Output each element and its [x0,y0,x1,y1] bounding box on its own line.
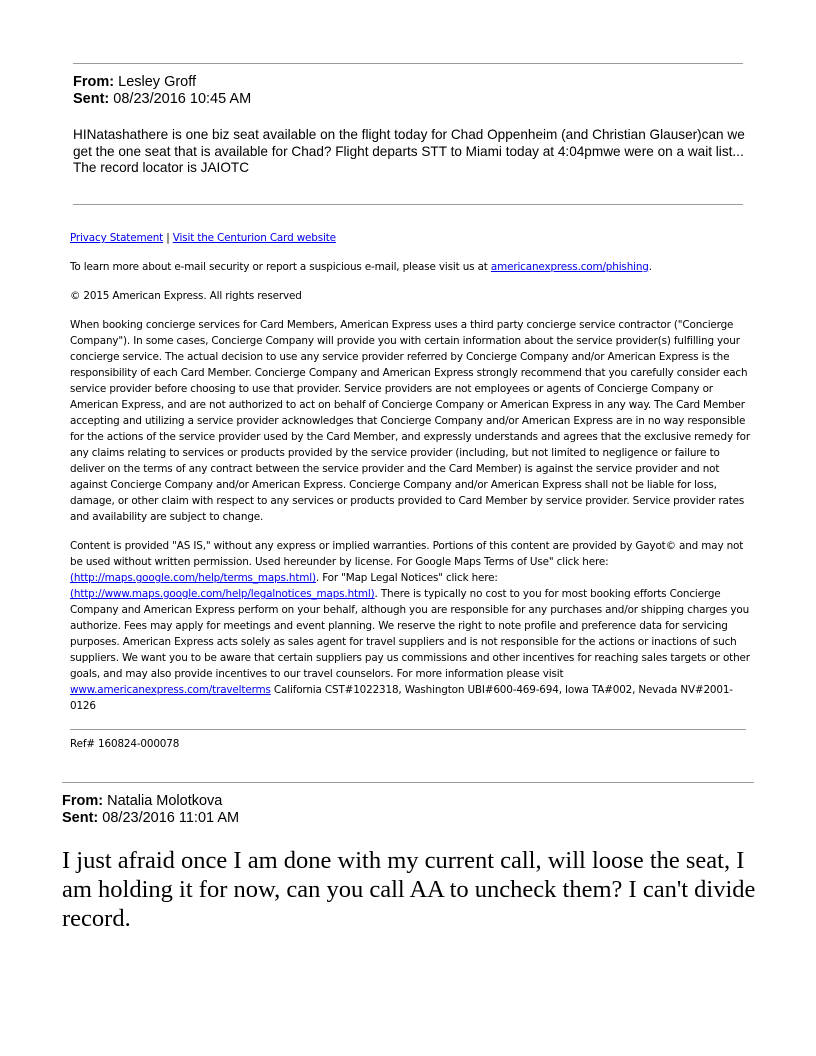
content-disclaimer [70,538,752,714]
content-intro: Content is provided "AS IS," without any express or implied warranties. Portions of this content are provided by Gayot© and may not be used without written permission. Used hereunder by license. For Google Maps Terms of Use" click here: [70,540,744,568]
security-text: To learn more about e-mail security or report a suspicious e-mail, please visit us at [70,261,488,273]
maps-terms-link[interactable]: (http://maps.google.com/help/terms_maps.html) [70,572,316,584]
sent-value: 08/23/2016 10:45 AM [113,91,252,107]
content-end: California CST#1022318, Washington UBI#600-469-694, Iowa TA#002, Nevada NV#2001-0126 [70,684,733,712]
concierge-disclaimer: When booking concierge services for Card Members, American Express uses a third party concierge service contractor ("Concierge Company"). In some cases, Concierge Company will provide you with certain information about the service provider(s) fulfilling your concierge service. The actual decision to use any service provider referred by Concierge Company and/or American Express is the responsibility of each Card Member. Concierge Company and American Express strongly recommend that you carefully consider each service provider before choosing to use that provider. Service providers are not employees or agents of Concierge Company or American Express, and are not authorized to act on behalf of Concierge Company or American Express in any way. The Card Member accepting and utilizing a service provider acknowledges that Concierge Company and/or American Express are in no way responsible for the actions of the service provider used by the Card Member, and expressly understands and agrees that the exclusive remedy for any claims relating to services or products provided by the service provider (including, but not limited to negligence or failure to deliver on the terms of any contract between the service provider and the Card Member) is against the service provider and not against Concierge Company and/or American Express. Concierge Company and/or American Express shall not be liable for loss, damage, or other claim with respect to any services or products provided to Card Member by service provider. Service provider rates and availability are subject to change. [70,319,750,523]
centurion-card-link[interactable]: Visit the Centurion Card website [172,232,336,244]
from-value: Lesley Groff [118,74,197,90]
content-rest: . There is typically no cost to you for most booking efforts Concierge Company and American Express perform on your behalf, although you are responsible for any purchases and/or shipping charges you authorize. Fees may apply for meetings and event planning. We reserve the right to note profile and preference data for servicing purposes. American Express acts solely as sales agent for travel suppliers and is not responsible for the actions or inactions of such suppliers. We want you to be aware that certain suppliers pay us commissions and other incentives for reaching sales targets or other goals, and may also provide incentives to our travel counselors. For more information please visit [70,588,750,680]
travelterms-link[interactable]: www.americanexpress.com/travelterms [70,684,271,696]
message-body: I just afraid once I am done with my current call, will loose the seat, I am holding it for now, can you call AA to uncheck them? I can't divide record. [62,847,756,932]
from-value: Natalia Molotkova [107,793,223,809]
divider [73,63,743,64]
from-label: From: [62,793,104,809]
divider [62,782,754,783]
message-header [62,793,239,827]
from-label: From: [73,74,115,90]
copyright: © 2015 American Express. All rights reserved [70,290,302,302]
divider [73,204,743,205]
divider [70,729,746,730]
link-separator: | [166,232,170,244]
sent-label: Sent: [73,91,110,107]
message-header [73,74,251,108]
security-notice [70,259,752,275]
legal-notices-link[interactable]: (http://www.maps.google.com/help/legalnotices_maps.html) [70,588,375,600]
message-body: HINatashathere is one biz seat available on the flight today for Chad Oppenheim (and Christian Glauser)can we get the one seat that is available for Chad? Flight departs STT to Miami today at 4:04pmwe were on a wait list... The record locator is JAIOTC [73,127,745,175]
legal-notices-text: . For "Map Legal Notices" click here: [315,572,498,584]
footer-links [70,230,752,246]
sent-label: Sent: [62,810,99,826]
security-period: . [648,261,652,273]
sent-value: 08/23/2016 11:01 AM [102,810,240,826]
privacy-statement-link[interactable]: Privacy Statement [70,232,164,244]
reference-number: Ref# 160824-000078 [70,738,180,750]
phishing-link[interactable]: americanexpress.com/phishing [490,261,649,273]
